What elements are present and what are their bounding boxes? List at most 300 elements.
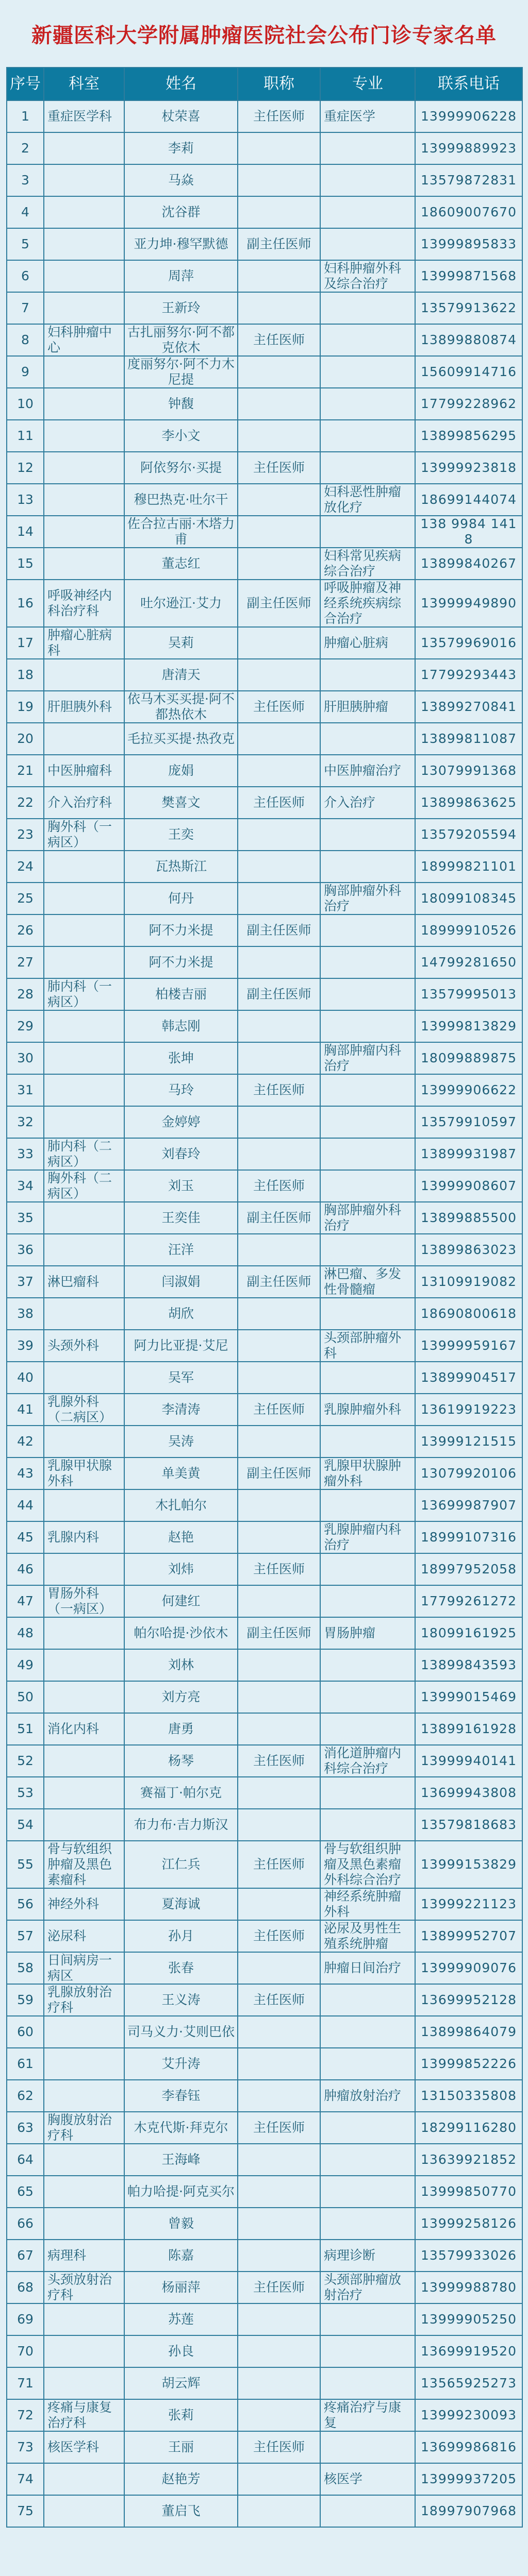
cell-title	[238, 723, 320, 755]
cell-title	[238, 420, 320, 452]
cell-name: 王丽	[124, 2431, 238, 2463]
cell-name: 胡欣	[124, 1298, 238, 1330]
cell-phone: 138 9984 1418	[415, 516, 522, 548]
cell-title: 主任医师	[238, 1920, 320, 1952]
cell-specialty	[320, 1777, 415, 1809]
cell-no: 8	[7, 324, 44, 356]
table-row	[7, 787, 522, 819]
table-row	[7, 2112, 522, 2144]
cell-specialty: 胸部肿瘤内科治疗	[320, 1042, 415, 1074]
cell-name: 董志红	[124, 548, 238, 580]
cell-no: 33	[7, 1138, 44, 1170]
cell-phone: 18099108345	[415, 883, 522, 914]
cell-phone: 18099889875	[415, 1042, 522, 1074]
cell-dept: 胸外科（一病区）	[44, 819, 124, 851]
cell-dept: 呼吸神经内科治疗科	[44, 580, 124, 627]
table-header-row	[7, 67, 522, 100]
cell-title	[238, 2303, 320, 2335]
cell-specialty: 肝胆胰肿瘤	[320, 691, 415, 723]
cell-title	[238, 1777, 320, 1809]
cell-dept: 核医学科	[44, 2431, 124, 2463]
cell-phone: 18699144074	[415, 484, 522, 516]
page-title: 新疆医科大学附属肿瘤医院社会公布门诊专家名单	[31, 23, 497, 47]
table-row	[7, 2495, 522, 2527]
cell-title	[238, 516, 320, 548]
table-row	[7, 1362, 522, 1394]
cell-dept	[44, 1074, 124, 1106]
cell-name: 毛拉买买提·热孜克	[124, 723, 238, 755]
cell-phone: 13579205594	[415, 819, 522, 851]
cell-dept: 泌尿科	[44, 1920, 124, 1952]
cell-dept: 胃肠外科（一病区）	[44, 1585, 124, 1617]
cell-no: 34	[7, 1170, 44, 1202]
table-row	[7, 516, 522, 548]
cell-dept: 消化内科	[44, 1713, 124, 1745]
cell-phone: 13899856295	[415, 420, 522, 452]
cell-specialty	[320, 1585, 415, 1617]
cell-no: 65	[7, 2176, 44, 2208]
cell-dept	[44, 914, 124, 946]
table-row	[7, 659, 522, 691]
cell-specialty	[320, 164, 415, 196]
cell-dept	[44, 388, 124, 420]
cell-name: 苏莲	[124, 2303, 238, 2335]
cell-no: 71	[7, 2367, 44, 2399]
cell-name: 韩志刚	[124, 1010, 238, 1042]
cell-dept: 乳腺放射治疗科	[44, 1984, 124, 2016]
cell-specialty	[320, 196, 415, 228]
cell-specialty	[320, 1681, 415, 1713]
table-row	[7, 1888, 522, 1920]
cell-specialty: 中医肿瘤治疗	[320, 755, 415, 787]
cell-name: 董启飞	[124, 2495, 238, 2527]
cell-phone: 13999852226	[415, 2048, 522, 2080]
cell-no: 2	[7, 132, 44, 164]
cell-no: 32	[7, 1106, 44, 1138]
cell-specialty	[320, 723, 415, 755]
cell-dept	[44, 292, 124, 324]
cell-name: 江仁兵	[124, 1841, 238, 1888]
cell-dept	[44, 1809, 124, 1841]
cell-no: 70	[7, 2335, 44, 2367]
cell-dept	[44, 659, 124, 691]
cell-name: 马焱	[124, 164, 238, 196]
cell-phone: 13579872831	[415, 164, 522, 196]
cell-specialty	[320, 851, 415, 883]
cell-specialty	[320, 1170, 415, 1202]
table-row	[7, 1234, 522, 1266]
cell-dept: 日间病房一病区	[44, 1952, 124, 1984]
cell-no: 35	[7, 1202, 44, 1234]
cell-specialty: 妇科恶性肿瘤放化疗	[320, 484, 415, 516]
cell-name: 王义涛	[124, 1984, 238, 2016]
cell-phone: 13999937205	[415, 2463, 522, 2495]
table-row	[7, 2016, 522, 2048]
cell-phone: 13109919082	[415, 1266, 522, 1298]
cell-name: 帕力哈提·阿克买尔	[124, 2176, 238, 2208]
cell-no: 37	[7, 1266, 44, 1298]
table-row	[7, 1394, 522, 1426]
cell-no: 3	[7, 164, 44, 196]
cell-name: 单美黄	[124, 1458, 238, 1489]
table-row	[7, 1809, 522, 1841]
cell-title: 副主任医师	[238, 1266, 320, 1298]
cell-no: 24	[7, 851, 44, 883]
table-row	[7, 2240, 522, 2272]
cell-dept	[44, 516, 124, 548]
cell-no: 39	[7, 1330, 44, 1362]
cell-no: 22	[7, 787, 44, 819]
cell-title: 副主任医师	[238, 914, 320, 946]
cell-no: 16	[7, 580, 44, 627]
cell-no: 7	[7, 292, 44, 324]
table-row	[7, 420, 522, 452]
cell-title: 主任医师	[238, 2431, 320, 2463]
cell-no: 46	[7, 1553, 44, 1585]
cell-title	[238, 1362, 320, 1394]
cell-specialty	[320, 452, 415, 484]
cell-specialty	[320, 1106, 415, 1138]
table-row	[7, 548, 522, 580]
cell-title: 主任医师	[238, 1553, 320, 1585]
cell-dept	[44, 1042, 124, 1074]
cell-phone: 13999906622	[415, 1074, 522, 1106]
cell-title	[238, 2463, 320, 2495]
cell-specialty	[320, 1074, 415, 1106]
cell-title	[238, 292, 320, 324]
cell-no: 58	[7, 1952, 44, 1984]
cell-dept: 骨与软组织肿瘤及黑色素瘤科	[44, 1841, 124, 1888]
cell-no: 4	[7, 196, 44, 228]
cell-specialty	[320, 1489, 415, 1521]
cell-phone: 13999850770	[415, 2176, 522, 2208]
cell-no: 25	[7, 883, 44, 914]
cell-specialty	[320, 659, 415, 691]
cell-title	[238, 196, 320, 228]
cell-phone: 18299116280	[415, 2112, 522, 2144]
cell-no: 31	[7, 1074, 44, 1106]
cell-phone: 13639921852	[415, 2144, 522, 2176]
table-row	[7, 1617, 522, 1649]
cell-specialty	[320, 1553, 415, 1585]
cell-no: 30	[7, 1042, 44, 1074]
cell-phone: 13899863023	[415, 1234, 522, 1266]
cell-phone: 13999909076	[415, 1952, 522, 1984]
cell-specialty: 呼吸肿瘤及神经系统疾病综合治疗	[320, 580, 415, 627]
cell-phone: 13999908607	[415, 1170, 522, 1202]
table-row	[7, 1489, 522, 1521]
cell-name: 夏海诚	[124, 1888, 238, 1920]
cell-specialty: 肿瘤放射治疗	[320, 2080, 415, 2112]
header-no: 序号	[7, 67, 44, 100]
table-row	[7, 1074, 522, 1106]
cell-no: 42	[7, 1426, 44, 1458]
cell-dept: 重症医学科	[44, 100, 124, 132]
cell-no: 48	[7, 1617, 44, 1649]
cell-phone: 13999949890	[415, 580, 522, 627]
cell-title	[238, 819, 320, 851]
cell-dept: 神经外科	[44, 1888, 124, 1920]
cell-no: 36	[7, 1234, 44, 1266]
cell-title	[238, 2240, 320, 2272]
cell-dept	[44, 1010, 124, 1042]
table-row	[7, 2048, 522, 2080]
cell-no: 60	[7, 2016, 44, 2048]
cell-dept: 妇科肿瘤中心	[44, 324, 124, 356]
cell-phone: 13999121515	[415, 1426, 522, 1458]
cell-dept: 介入治疗科	[44, 787, 124, 819]
cell-phone: 13899931987	[415, 1138, 522, 1170]
table-row	[7, 851, 522, 883]
cell-dept: 肺内科（二病区）	[44, 1138, 124, 1170]
table-row	[7, 196, 522, 228]
cell-phone: 13579818683	[415, 1809, 522, 1841]
header-phone: 联系电话	[415, 67, 522, 100]
cell-title	[238, 388, 320, 420]
cell-phone: 13999988780	[415, 2272, 522, 2303]
cell-name: 唐勇	[124, 1713, 238, 1745]
cell-dept	[44, 2176, 124, 2208]
cell-phone: 13699987907	[415, 1489, 522, 1521]
header-specialty: 专业	[320, 67, 415, 100]
cell-title	[238, 1234, 320, 1266]
cell-phone: 13699943808	[415, 1777, 522, 1809]
cell-specialty: 妇科肿瘤外科及综合治疗	[320, 260, 415, 292]
cell-no: 5	[7, 228, 44, 260]
cell-title: 副主任医师	[238, 580, 320, 627]
cell-phone: 13619919223	[415, 1394, 522, 1426]
cell-phone: 13579995013	[415, 978, 522, 1010]
cell-dept	[44, 548, 124, 580]
cell-title: 主任医师	[238, 452, 320, 484]
cell-phone: 17799228962	[415, 388, 522, 420]
cell-name: 王奕	[124, 819, 238, 851]
cell-title: 主任医师	[238, 1170, 320, 1202]
cell-name: 马玲	[124, 1074, 238, 1106]
cell-name: 吴军	[124, 1362, 238, 1394]
cell-dept: 肺内科（一病区）	[44, 978, 124, 1010]
cell-dept	[44, 2208, 124, 2240]
cell-specialty	[320, 388, 415, 420]
cell-dept: 淋巴瘤科	[44, 1266, 124, 1298]
cell-name: 刘春玲	[124, 1138, 238, 1170]
table-row	[7, 580, 522, 627]
table-row	[7, 1170, 522, 1202]
cell-no: 54	[7, 1809, 44, 1841]
table-row	[7, 1106, 522, 1138]
table-row	[7, 914, 522, 946]
table-row	[7, 1841, 522, 1888]
cell-title: 主任医师	[238, 1841, 320, 1888]
cell-specialty: 乳腺肿瘤外科	[320, 1394, 415, 1426]
cell-phone: 18609007670	[415, 196, 522, 228]
cell-title: 副主任医师	[238, 1617, 320, 1649]
cell-phone: 18997952058	[415, 1553, 522, 1585]
table-row	[7, 1681, 522, 1713]
cell-name: 帕尔哈提·沙依木	[124, 1617, 238, 1649]
cell-specialty	[320, 914, 415, 946]
cell-specialty	[320, 2144, 415, 2176]
cell-phone: 13579933026	[415, 2240, 522, 2272]
cell-phone: 13079991368	[415, 755, 522, 787]
cell-phone: 13999889923	[415, 132, 522, 164]
table-row	[7, 2367, 522, 2399]
cell-specialty: 乳腺肿瘤内科治疗	[320, 1521, 415, 1553]
cell-title: 主任医师	[238, 1984, 320, 2016]
cell-title: 主任医师	[238, 2272, 320, 2303]
cell-dept	[44, 946, 124, 978]
cell-title	[238, 1138, 320, 1170]
table-row	[7, 1521, 522, 1553]
table-row	[7, 1010, 522, 1042]
cell-title	[238, 2080, 320, 2112]
cell-dept	[44, 1362, 124, 1394]
cell-specialty: 淋巴瘤、多发性骨髓瘤	[320, 1266, 415, 1298]
cell-phone: 13150335808	[415, 2080, 522, 2112]
cell-dept: 胸腹放射治疗科	[44, 2112, 124, 2144]
cell-specialty	[320, 1234, 415, 1266]
cell-specialty	[320, 2335, 415, 2367]
cell-name: 王奕佳	[124, 1202, 238, 1234]
cell-no: 67	[7, 2240, 44, 2272]
cell-specialty: 妇科常见疾病综合治疗	[320, 548, 415, 580]
cell-no: 29	[7, 1010, 44, 1042]
table-row	[7, 1745, 522, 1777]
cell-dept	[44, 2144, 124, 2176]
cell-dept	[44, 2335, 124, 2367]
cell-no: 74	[7, 2463, 44, 2495]
cell-title: 主任医师	[238, 324, 320, 356]
cell-specialty	[320, 2176, 415, 2208]
header-name: 姓名	[124, 67, 238, 100]
table-body	[7, 100, 522, 2527]
table-row	[7, 2463, 522, 2495]
table-row	[7, 755, 522, 787]
table-row	[7, 1553, 522, 1585]
cell-dept	[44, 1777, 124, 1809]
cell-no: 26	[7, 914, 44, 946]
cell-no: 14	[7, 516, 44, 548]
cell-title	[238, 1106, 320, 1138]
cell-name: 钟馥	[124, 388, 238, 420]
cell-title: 主任医师	[238, 100, 320, 132]
table-row	[7, 723, 522, 755]
cell-title	[238, 164, 320, 196]
cell-name: 司马义力·艾则巴依	[124, 2016, 238, 2048]
table-row	[7, 132, 522, 164]
cell-no: 55	[7, 1841, 44, 1888]
cell-no: 62	[7, 2080, 44, 2112]
cell-no: 59	[7, 1984, 44, 2016]
cell-dept	[44, 1106, 124, 1138]
expert-table	[6, 67, 523, 2528]
cell-name: 李清涛	[124, 1394, 238, 1426]
cell-title	[238, 755, 320, 787]
cell-title	[238, 1952, 320, 1984]
cell-specialty	[320, 1298, 415, 1330]
cell-no: 38	[7, 1298, 44, 1330]
cell-dept: 头颈放射治疗科	[44, 2272, 124, 2303]
cell-specialty	[320, 2367, 415, 2399]
cell-phone: 13579910597	[415, 1106, 522, 1138]
cell-title	[238, 1042, 320, 1074]
cell-no: 15	[7, 548, 44, 580]
cell-title	[238, 356, 320, 388]
table-row	[7, 2431, 522, 2463]
cell-no: 41	[7, 1394, 44, 1426]
cell-specialty: 神经系统肿瘤外科	[320, 1888, 415, 1920]
table-row	[7, 883, 522, 914]
cell-specialty	[320, 1426, 415, 1458]
cell-no: 28	[7, 978, 44, 1010]
cell-dept	[44, 1649, 124, 1681]
cell-title	[238, 946, 320, 978]
cell-specialty	[320, 2016, 415, 2048]
table-row	[7, 2399, 522, 2431]
cell-name: 李小文	[124, 420, 238, 452]
cell-specialty	[320, 292, 415, 324]
cell-no: 40	[7, 1362, 44, 1394]
cell-no: 69	[7, 2303, 44, 2335]
cell-dept	[44, 196, 124, 228]
cell-title	[238, 1330, 320, 1362]
cell-name: 穆巴热克·吐尔干	[124, 484, 238, 516]
cell-no: 75	[7, 2495, 44, 2527]
cell-dept	[44, 484, 124, 516]
cell-name: 赵艳	[124, 1521, 238, 1553]
table-row	[7, 1330, 522, 1362]
cell-no: 73	[7, 2431, 44, 2463]
cell-dept: 乳腺甲状腺外科	[44, 1458, 124, 1489]
cell-specialty: 消化道肿瘤内科综合治疗	[320, 1745, 415, 1777]
cell-phone: 18997907968	[415, 2495, 522, 2527]
cell-title	[238, 851, 320, 883]
cell-phone: 13899811087	[415, 723, 522, 755]
cell-dept: 胸外科（二病区）	[44, 1170, 124, 1202]
cell-name: 艾升涛	[124, 2048, 238, 2080]
cell-name: 阿依努尔·买提	[124, 452, 238, 484]
cell-dept: 头颈外科	[44, 1330, 124, 1362]
cell-dept: 乳腺外科（二病区）	[44, 1394, 124, 1426]
cell-name: 李春钰	[124, 2080, 238, 2112]
table-row	[7, 1777, 522, 1809]
cell-specialty: 胸部肿瘤外科治疗	[320, 1202, 415, 1234]
cell-dept	[44, 2303, 124, 2335]
cell-specialty: 肿瘤日间治疗	[320, 1952, 415, 1984]
cell-name: 王海峰	[124, 2144, 238, 2176]
cell-title	[238, 2335, 320, 2367]
cell-name: 张莉	[124, 2399, 238, 2431]
table-row	[7, 2080, 522, 2112]
cell-no: 17	[7, 627, 44, 659]
cell-phone: 13999940141	[415, 1745, 522, 1777]
cell-name: 布力布·吉力斯汉	[124, 1809, 238, 1841]
cell-phone: 18999910526	[415, 914, 522, 946]
cell-name: 吴涛	[124, 1426, 238, 1458]
cell-no: 43	[7, 1458, 44, 1489]
cell-phone: 13899843593	[415, 1649, 522, 1681]
cell-name: 瓦热斯江	[124, 851, 238, 883]
cell-name: 杨丽萍	[124, 2272, 238, 2303]
cell-no: 44	[7, 1489, 44, 1521]
cell-name: 阿力比亚提·艾尼	[124, 1330, 238, 1362]
cell-name: 樊喜文	[124, 787, 238, 819]
cell-no: 57	[7, 1920, 44, 1952]
cell-name: 杖荣喜	[124, 100, 238, 132]
cell-no: 63	[7, 2112, 44, 2144]
cell-phone: 14799281650	[415, 946, 522, 978]
cell-title	[238, 2399, 320, 2431]
